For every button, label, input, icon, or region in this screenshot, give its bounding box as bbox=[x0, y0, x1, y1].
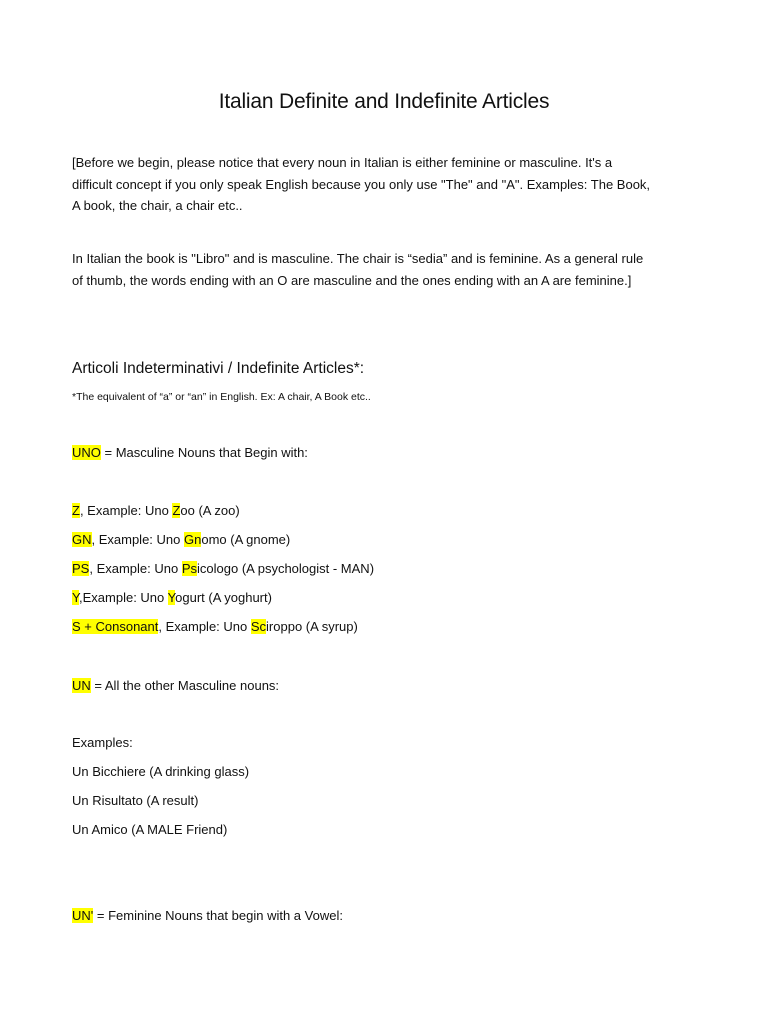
un-apostrophe-rule bbox=[72, 906, 343, 926]
uno-example-row bbox=[72, 588, 272, 608]
uno-example-key: S + Consonant bbox=[72, 619, 159, 634]
footnote: *The equivalent of “a” or “an” in English. Ex: A chair, A Book etc.. bbox=[72, 391, 371, 403]
uno-example-key: PS bbox=[72, 561, 90, 576]
un-example: Un Bicchiere (A drinking glass) bbox=[72, 764, 250, 779]
examples-label: Examples: bbox=[72, 735, 133, 750]
uno-example-row bbox=[72, 559, 374, 579]
un-rule bbox=[72, 676, 279, 696]
uno-example-row bbox=[72, 501, 240, 521]
uno-example-rest: icologo (A psychologist - MAN) bbox=[197, 561, 375, 576]
intro-line-2: difficult concept if you only speak English because you only use "The" and "A". Examples: The Book, bbox=[72, 176, 651, 192]
uno-example-key: Y bbox=[72, 590, 79, 605]
gender-paragraph bbox=[72, 248, 702, 291]
uno-example-highlight: Sc bbox=[250, 619, 267, 634]
intro-paragraph bbox=[72, 152, 702, 217]
uno-example-mid: ,Example: Uno bbox=[79, 590, 168, 605]
uno-example-row bbox=[72, 617, 358, 637]
uno-example-rest: ogurt (A yoghurt) bbox=[175, 590, 272, 605]
uno-example-mid: , Example: Uno bbox=[158, 619, 251, 634]
gender-line-1: In Italian the book is "Libro" and is masculine. The chair is “sedia” and is feminine. As a general rule bbox=[72, 251, 644, 266]
uno-example-highlight: Gn bbox=[184, 532, 202, 547]
section-heading-indefinite: Articoli Indeterminativi / Indefinite Articles*: bbox=[72, 360, 365, 377]
uno-example-highlight: Y bbox=[167, 590, 176, 605]
document-title: Italian Definite and Indefinite Articles bbox=[218, 90, 550, 113]
un-article-highlight: UN bbox=[72, 678, 91, 693]
uno-example-mid: , Example: Uno bbox=[79, 503, 173, 518]
un-example: Un Risultato (A result) bbox=[72, 793, 199, 808]
uno-example-rest: omo (A gnome) bbox=[201, 532, 291, 547]
intro-line-3: A book, the chair, a chair etc.. bbox=[72, 198, 243, 213]
uno-example-mid: , Example: Uno bbox=[91, 532, 184, 547]
uno-example-highlight: Z bbox=[172, 503, 181, 518]
uno-example-mid: , Example: Uno bbox=[89, 561, 182, 576]
un-example: Un Amico (A MALE Friend) bbox=[72, 822, 228, 837]
uno-example-rest: oo (A zoo) bbox=[180, 503, 240, 518]
gender-line-2: of thumb, the words ending with an O are masculine and the ones ending with an A are feminine.] bbox=[72, 272, 632, 288]
un-apostrophe-rule-text: = Feminine Nouns that begin with a Vowel: bbox=[93, 908, 343, 923]
intro-line-1: [Before we begin, please notice that every noun in Italian is either feminine or masculine. It's a bbox=[72, 155, 613, 170]
uno-rule-text: = Masculine Nouns that Begin with: bbox=[100, 445, 308, 460]
uno-rule bbox=[72, 443, 308, 463]
un-apostrophe-article-highlight: UN' bbox=[72, 908, 94, 923]
uno-example-rest: iroppo (A syrup) bbox=[266, 619, 358, 634]
uno-article-highlight: UNO bbox=[72, 445, 101, 460]
uno-example-key: Z bbox=[72, 503, 80, 518]
uno-example-key: GN bbox=[72, 532, 92, 547]
un-rule-text: = All the other Masculine nouns: bbox=[90, 678, 280, 693]
uno-example-highlight: Ps bbox=[181, 561, 198, 576]
uno-example-row bbox=[72, 530, 290, 550]
